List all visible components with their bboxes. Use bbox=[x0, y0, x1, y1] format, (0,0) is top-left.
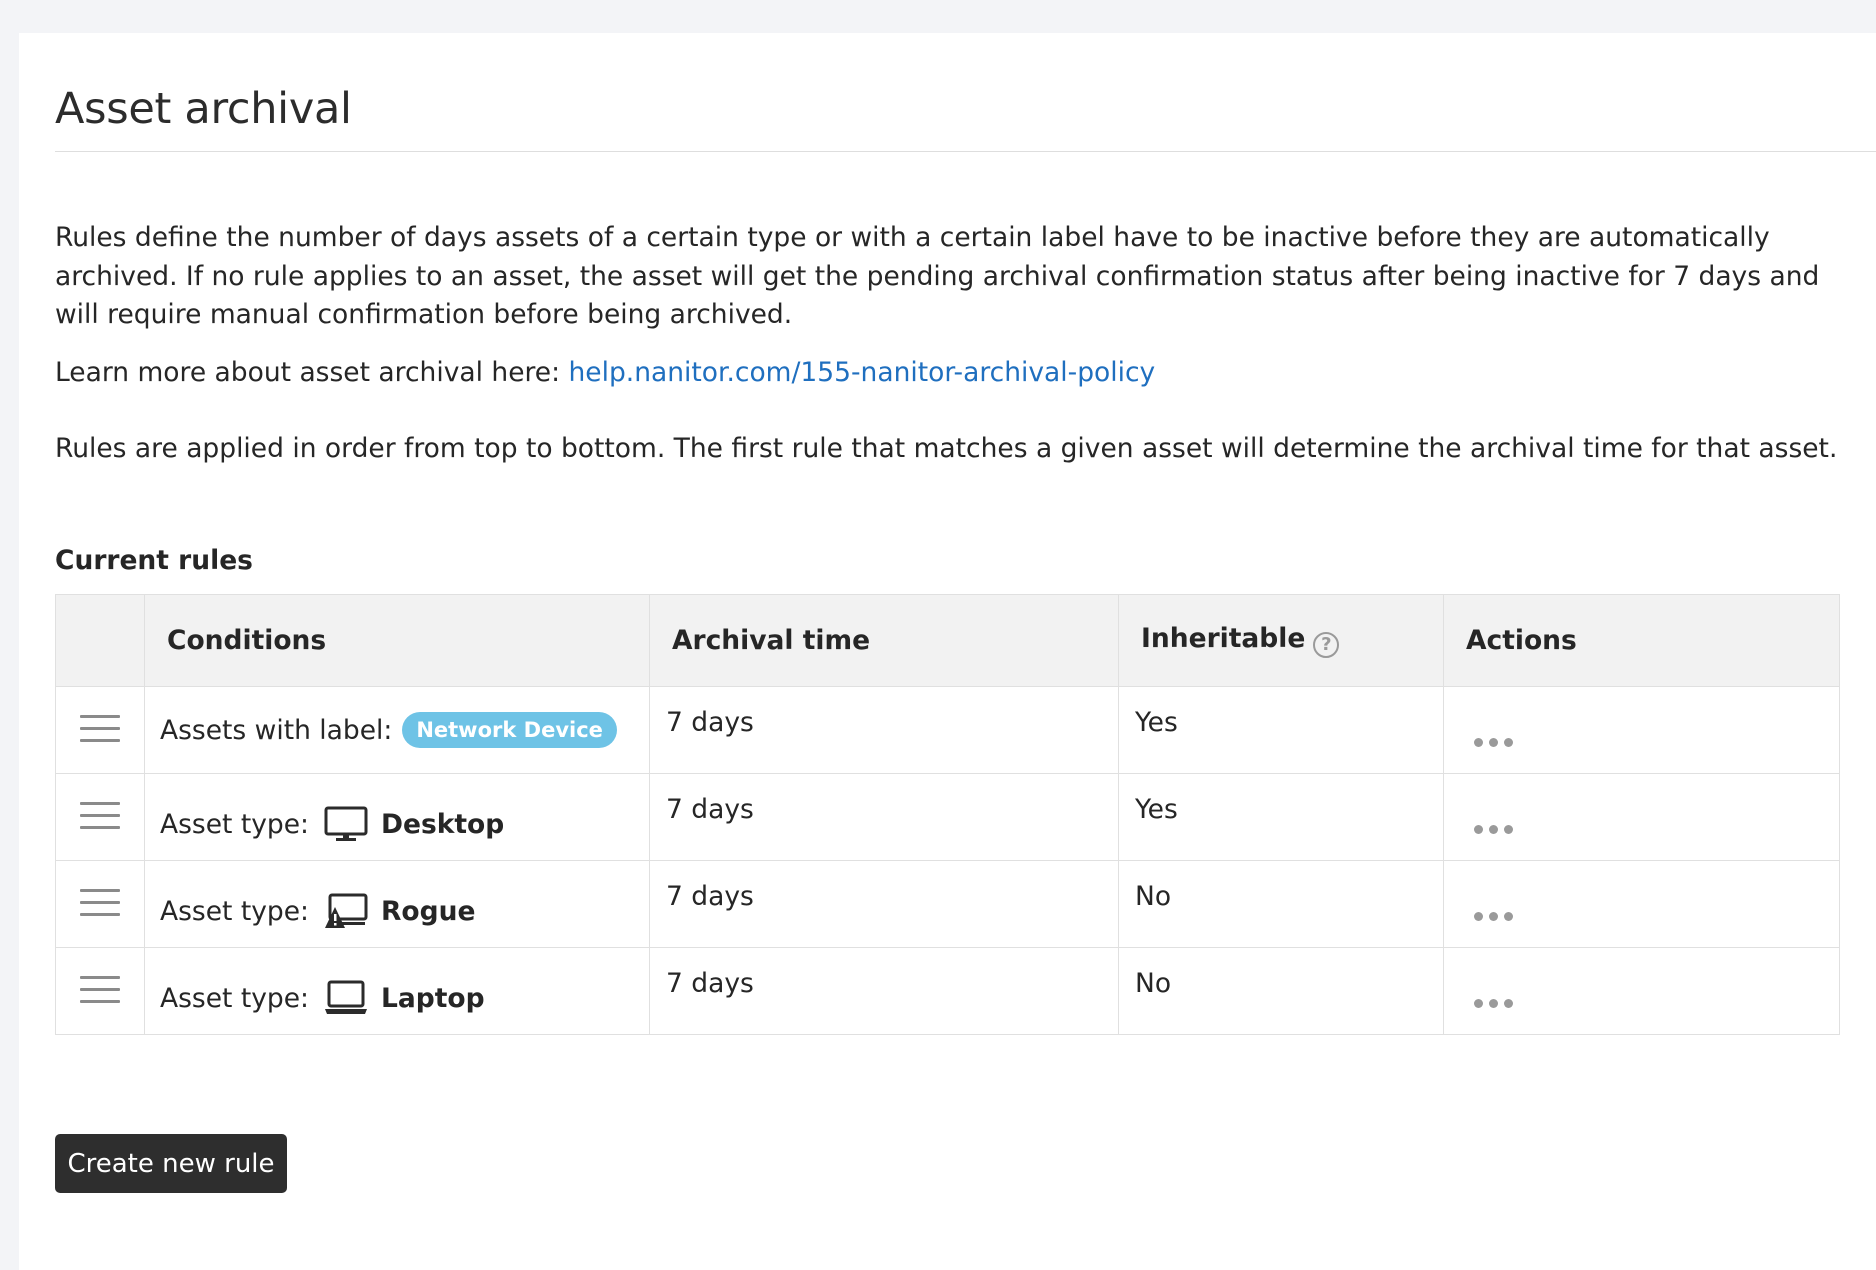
inheritable-cell: No bbox=[1119, 861, 1444, 948]
inheritable-label: Inheritable bbox=[1141, 623, 1306, 654]
condition-cell bbox=[145, 948, 650, 1035]
actions-cell bbox=[1444, 687, 1840, 774]
archival-time-cell: 7 days bbox=[650, 948, 1119, 1035]
main-panel bbox=[19, 33, 1876, 1270]
condition-prefix: Asset type: bbox=[160, 808, 309, 840]
label-badge: Network Device bbox=[402, 712, 617, 748]
learn-more-prefix: Learn more about asset archival here: bbox=[55, 357, 561, 388]
table-row bbox=[56, 774, 1840, 861]
help-link[interactable]: help.nanitor.com/155-nanitor-archival-policy bbox=[568, 357, 1156, 388]
page-title: Asset archival bbox=[55, 84, 352, 134]
laptop-icon bbox=[323, 979, 369, 1017]
actions-cell bbox=[1444, 774, 1840, 861]
inheritable-cell: Yes bbox=[1119, 687, 1444, 774]
condition-prefix: Asset type: bbox=[160, 982, 309, 1014]
condition-cell bbox=[145, 861, 650, 948]
description-text: Rules define the number of days assets of a certain type or with a certain label have to be inactive before they are automatically archived. If no rule applies to an asset, the asset will get the pending archival confirmation status after being inactive for 7 days and will require manual confirmation before being archived. bbox=[55, 222, 1820, 330]
condition-prefix: Assets with label: bbox=[160, 714, 393, 746]
condition-cell bbox=[145, 774, 650, 861]
table-row bbox=[56, 861, 1840, 948]
help-icon[interactable]: ? bbox=[1313, 632, 1339, 658]
inheritable-cell: Yes bbox=[1119, 774, 1444, 861]
inheritable-column-header bbox=[1119, 595, 1444, 687]
drag-handle-cell bbox=[56, 861, 145, 948]
asset-type-name: Rogue bbox=[381, 895, 476, 927]
drag-handle-icon[interactable] bbox=[80, 976, 120, 1004]
table-row bbox=[56, 948, 1840, 1035]
drag-handle-icon[interactable] bbox=[80, 889, 120, 917]
conditions-column-header: Conditions bbox=[145, 595, 650, 687]
asset-type-name: Laptop bbox=[381, 982, 485, 1014]
archival-time-column-header: Archival time bbox=[650, 595, 1119, 687]
condition-cell bbox=[145, 687, 650, 774]
inheritable-cell: No bbox=[1119, 948, 1444, 1035]
more-actions-icon[interactable] bbox=[1474, 999, 1513, 1008]
table-row bbox=[56, 687, 1840, 774]
archival-time-cell: 7 days bbox=[650, 774, 1119, 861]
actions-column-header: Actions bbox=[1444, 595, 1840, 687]
more-actions-icon[interactable] bbox=[1474, 738, 1513, 747]
drag-handle-icon[interactable] bbox=[80, 715, 120, 743]
order-note: Rules are applied in order from top to bottom. The first rule that matches a given asset will determine the archival time for that asset. bbox=[55, 433, 1838, 464]
rules-table bbox=[55, 594, 1840, 1035]
learn-more-line bbox=[55, 354, 1855, 393]
actions-cell bbox=[1444, 948, 1840, 1035]
more-actions-icon[interactable] bbox=[1474, 825, 1513, 834]
more-actions-icon[interactable] bbox=[1474, 912, 1513, 921]
condition-prefix: Asset type: bbox=[160, 895, 309, 927]
handle-column-header bbox=[56, 595, 145, 687]
title-divider bbox=[55, 151, 1876, 152]
current-rules-heading: Current rules bbox=[55, 545, 253, 576]
drag-handle-cell bbox=[56, 774, 145, 861]
archival-time-cell: 7 days bbox=[650, 861, 1119, 948]
rogue-icon bbox=[323, 892, 369, 930]
create-new-rule-button[interactable]: Create new rule bbox=[55, 1134, 287, 1193]
table-header-row bbox=[56, 595, 1840, 687]
drag-handle-cell bbox=[56, 948, 145, 1035]
desktop-icon bbox=[323, 805, 369, 843]
drag-handle-icon[interactable] bbox=[80, 802, 120, 830]
archival-time-cell: 7 days bbox=[650, 687, 1119, 774]
drag-handle-cell bbox=[56, 687, 145, 774]
asset-type-name: Desktop bbox=[381, 808, 505, 840]
actions-cell bbox=[1444, 861, 1840, 948]
